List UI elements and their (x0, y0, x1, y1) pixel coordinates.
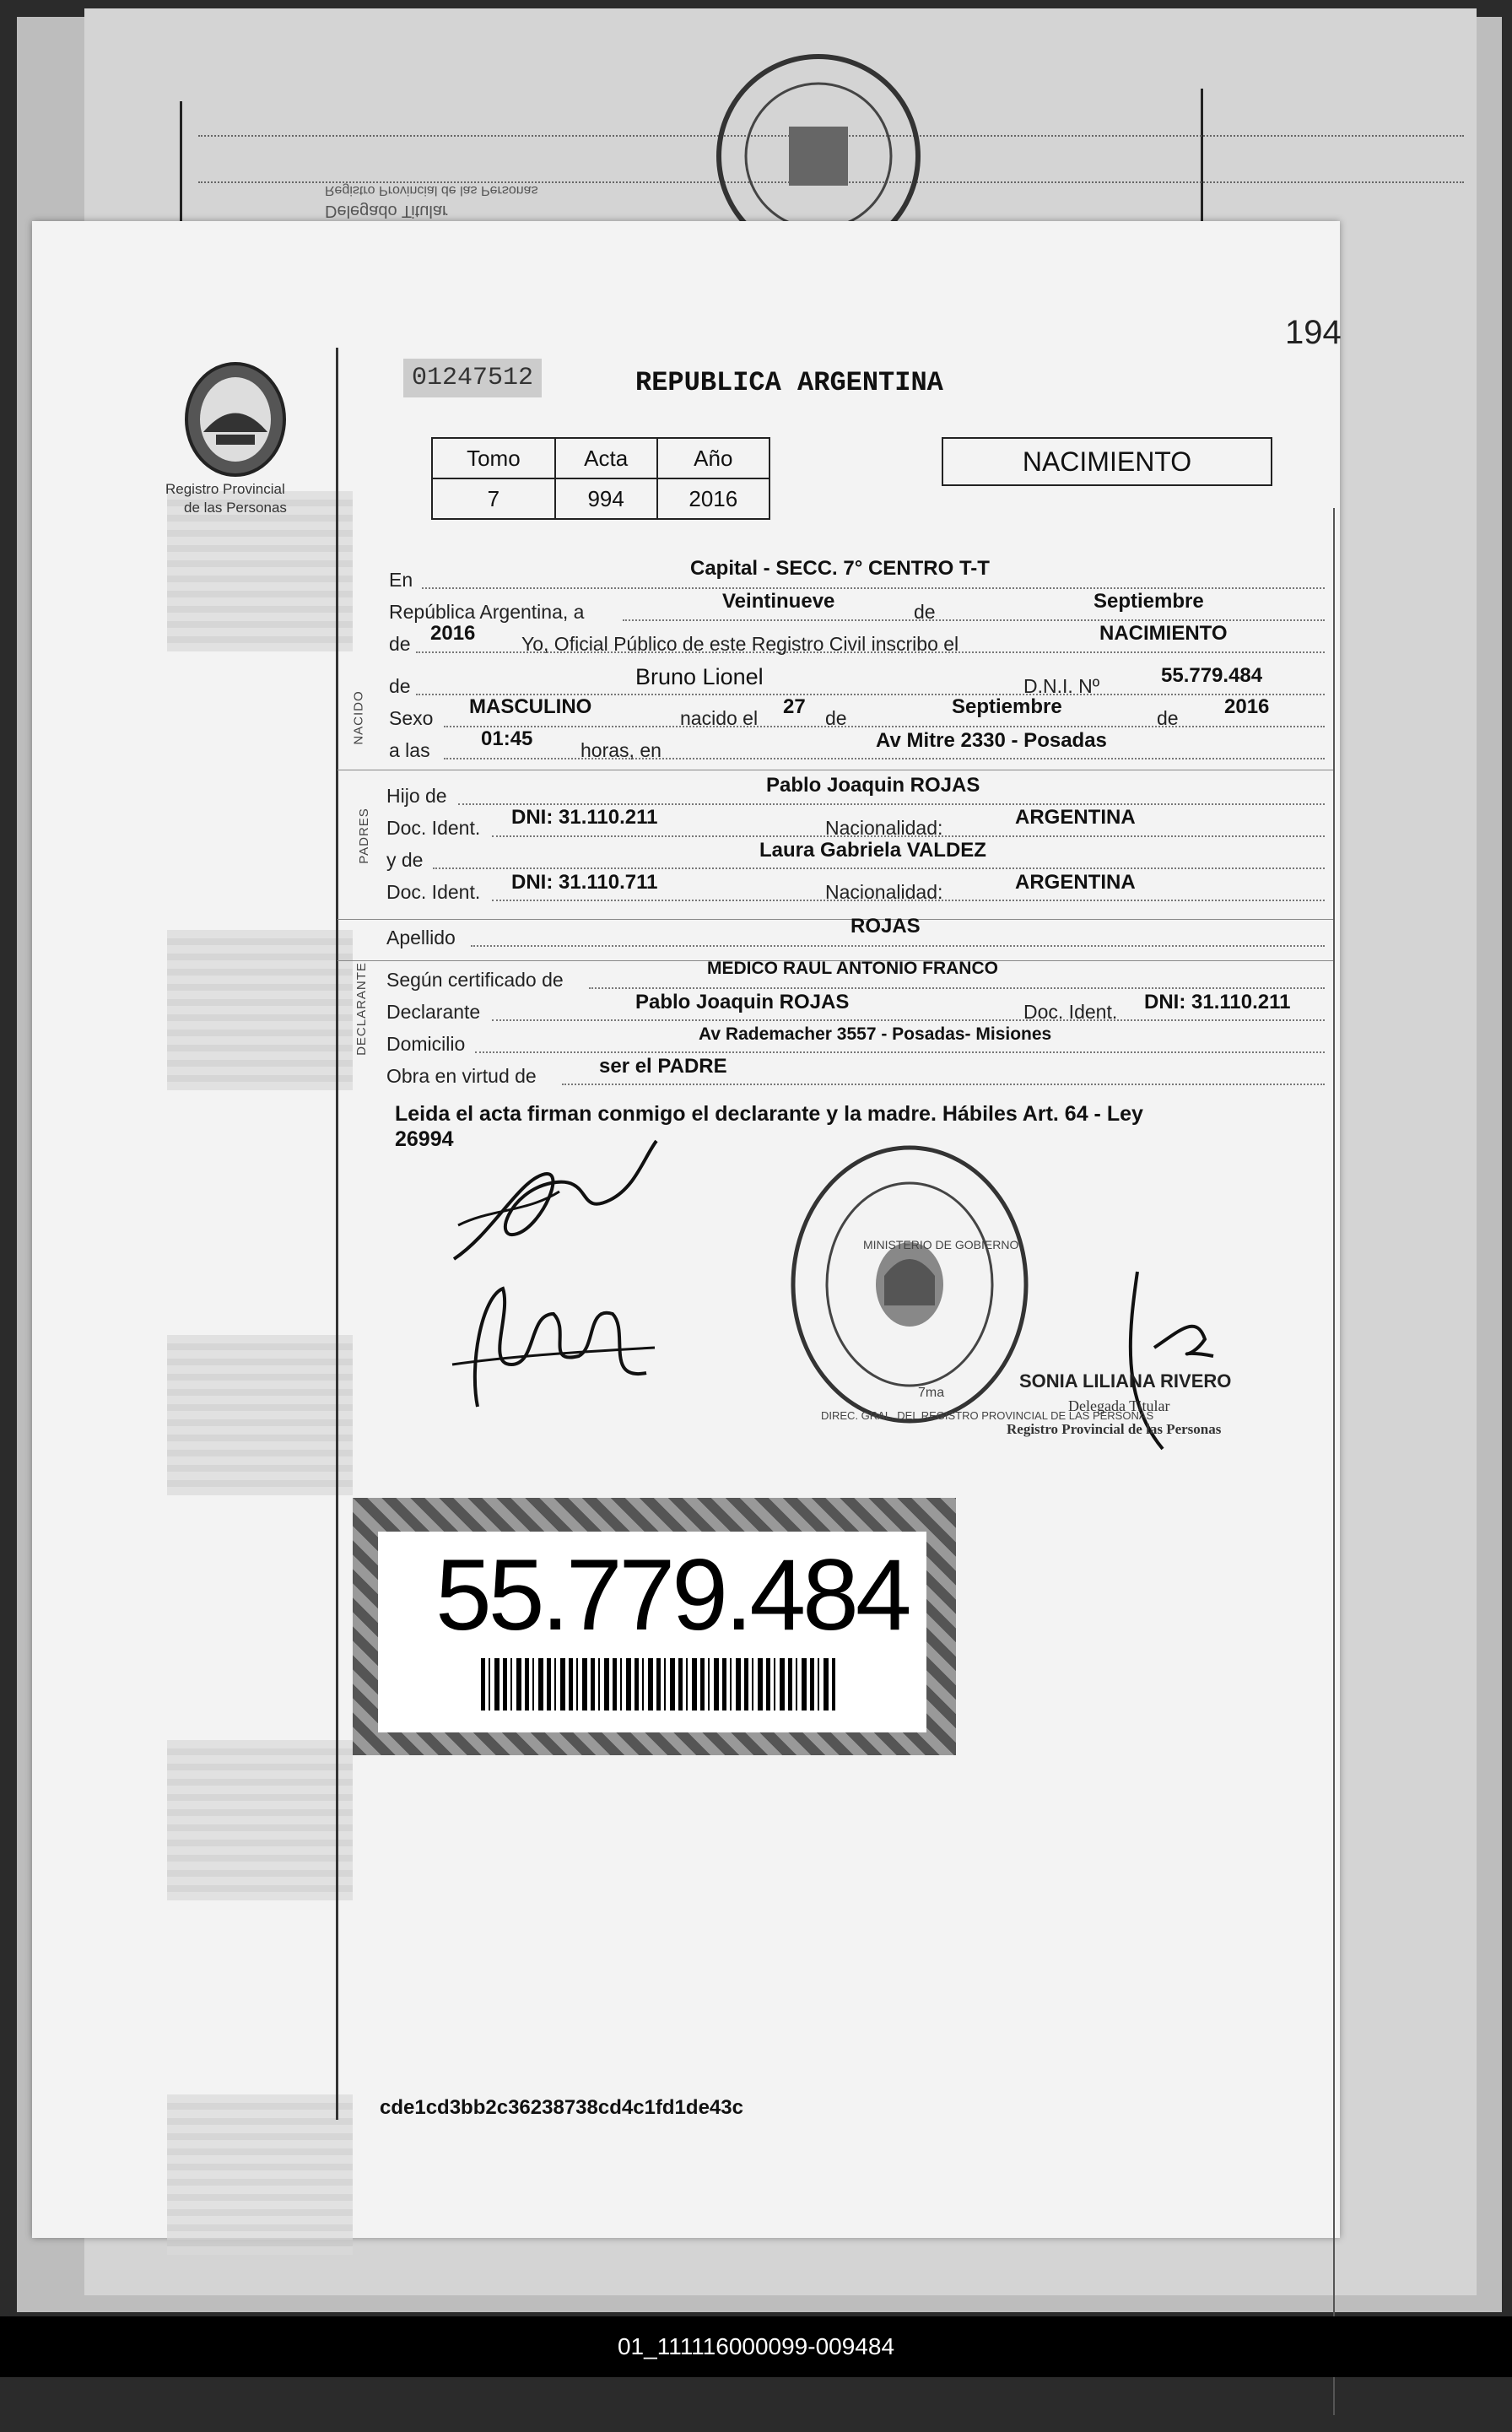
child-given-names: Bruno Lionel (635, 664, 764, 689)
closing-statement: Leida el acta firman conmigo el declarante y la madre. Hábiles Art. 64 - Ley (395, 1102, 1143, 1126)
de-label-5: de (1157, 707, 1179, 729)
back-page-left-rule (180, 101, 182, 228)
father-document: DNI: 31.110.211 (511, 806, 658, 829)
seal-ring-text: DIREC. GRAL. DEL REGISTRO PROVINCIAL DE LAS PERSONAS (821, 1409, 1154, 1422)
de-label-3: de (389, 675, 411, 697)
official-title: Delegada Titular (1068, 1397, 1170, 1414)
bleed-through-ghost (167, 491, 361, 2432)
birth-month: Septiembre (952, 695, 1062, 718)
back-page-right-rule (1201, 89, 1203, 232)
logo-caption-2: de las Personas (184, 500, 287, 516)
de-label-2: de (389, 633, 411, 655)
seal-inner-text: MINISTERIO DE GOBIERNO (863, 1238, 1019, 1251)
closing-statement-law: 26994 (395, 1127, 454, 1151)
birth-place: Av Mitre 2330 - Posadas (876, 729, 1107, 752)
acta-header: Acta (555, 438, 657, 478)
obra-label: Obra en virtud de (386, 1065, 537, 1087)
certifying-doctor: MEDICO RAUL ANTONIO FRANCO (707, 959, 998, 978)
inscription-type: NACIMIENTO (1099, 622, 1228, 645)
country-heading: REPUBLICA ARGENTINA (635, 367, 943, 398)
surname: ROJAS (850, 915, 921, 938)
back-page-caption-1: Delegado Titular (325, 202, 448, 220)
father-name: Pablo Joaquin ROJAS (766, 774, 980, 797)
registration-month: Septiembre (1094, 590, 1204, 613)
logo-caption-1: Registro Provincial (165, 481, 285, 497)
declarant-document: DNI: 31.110.211 (1144, 991, 1291, 1013)
hijo-de-label: Hijo de (386, 785, 447, 807)
father-nationality: ARGENTINA (1015, 806, 1136, 829)
apellido-label: Apellido (386, 927, 456, 948)
official-office: Registro Provincial de las Personas (1007, 1421, 1222, 1437)
declarant-name: Pablo Joaquin ROJAS (635, 991, 850, 1013)
barcode-label (378, 1532, 926, 1732)
mother-signature (444, 1263, 663, 1415)
margin-rule (336, 348, 338, 2120)
tomo-header: Tomo (432, 438, 555, 478)
day-in-words: Veintinueve (722, 590, 835, 613)
registration-year: 2016 (430, 622, 476, 645)
section-label-nacido: NACIDO (351, 690, 366, 745)
dni-label: D.N.I. Nº (1023, 675, 1100, 697)
republica-label: República Argentina, a (389, 601, 585, 623)
scan-footer-id: 01_111116000099-009484 (0, 2316, 1512, 2377)
sexo-label: Sexo (389, 707, 434, 729)
right-edge-rule (1333, 508, 1335, 2415)
serial-number: 01247512 (403, 359, 542, 397)
father-doc-label: Doc. Ident. (386, 817, 481, 839)
section-label-padres: PADRES (356, 808, 371, 864)
de-label-4: de (825, 707, 847, 729)
tomo-acta-ano-table (431, 437, 770, 520)
section-label-declarante: DECLARANTE (354, 962, 369, 1056)
certificado-label: Según certificado de (386, 969, 564, 991)
mother-nationality-label: Nacionalidad: (825, 881, 943, 903)
declarant-doc-label: Doc. Ident. (1023, 1001, 1118, 1023)
father-nationality-label: Nacionalidad: (825, 817, 943, 839)
child-sex: MASCULINO (469, 695, 592, 718)
nacido-el-label: nacido el (680, 707, 759, 729)
domicilio-label: Domicilio (386, 1033, 466, 1055)
declarant-capacity: ser el PADRE (599, 1055, 727, 1078)
acta-value: 994 (555, 478, 657, 519)
inscribo-label: Yo, Oficial Público de este Registro Civil inscribo el (521, 633, 959, 655)
province-coat-of-arms-icon (182, 360, 289, 478)
horas-en-label: horas, en (580, 739, 662, 761)
mother-document: DNI: 31.110.711 (511, 871, 658, 894)
barcode-bars (481, 1658, 835, 1711)
ano-value: 2016 (657, 478, 770, 519)
birth-time: 01:45 (481, 727, 533, 750)
declarante-label: Declarante (386, 1001, 481, 1023)
registry-place: Capital - SECC. 7° CENTRO T-T (690, 557, 990, 580)
de-label-1: de (914, 601, 936, 623)
tomo-value: 7 (432, 478, 555, 519)
child-dni: 55.779.484 (1161, 664, 1263, 687)
mother-name: Laura Gabriela VALDEZ (759, 839, 986, 862)
mother-nationality: ARGENTINA (1015, 871, 1136, 894)
birth-day: 27 (783, 695, 806, 718)
mother-doc-label: Doc. Ident. (386, 881, 481, 903)
en-label: En (389, 569, 413, 591)
document-hash: cde1cd3bb2c36238738cd4c1fd1de43c (380, 2096, 743, 2119)
seal-bottom-text: 7ma (918, 1386, 945, 1400)
back-page-stamp (709, 46, 928, 232)
page-number: 194 (1285, 314, 1342, 351)
declarant-signature (441, 1132, 661, 1276)
y-de-label: y de (386, 849, 424, 871)
official-registry-seal (787, 1141, 1032, 1428)
back-page-caption-2: Registro Provincial de las Personas (325, 183, 538, 197)
record-type-box: NACIMIENTO (942, 437, 1272, 486)
barcode-number: 55.779.484 (435, 1538, 909, 1651)
official-name: SONIA LILIANA RIVERO (1019, 1370, 1232, 1392)
birth-year: 2016 (1224, 695, 1270, 718)
ano-header: Año (657, 438, 770, 478)
declarant-address: Av Rademacher 3557 - Posadas- Misiones (699, 1024, 1052, 1044)
a-las-label: a las (389, 739, 430, 761)
birth-certificate-page (32, 221, 1340, 2238)
